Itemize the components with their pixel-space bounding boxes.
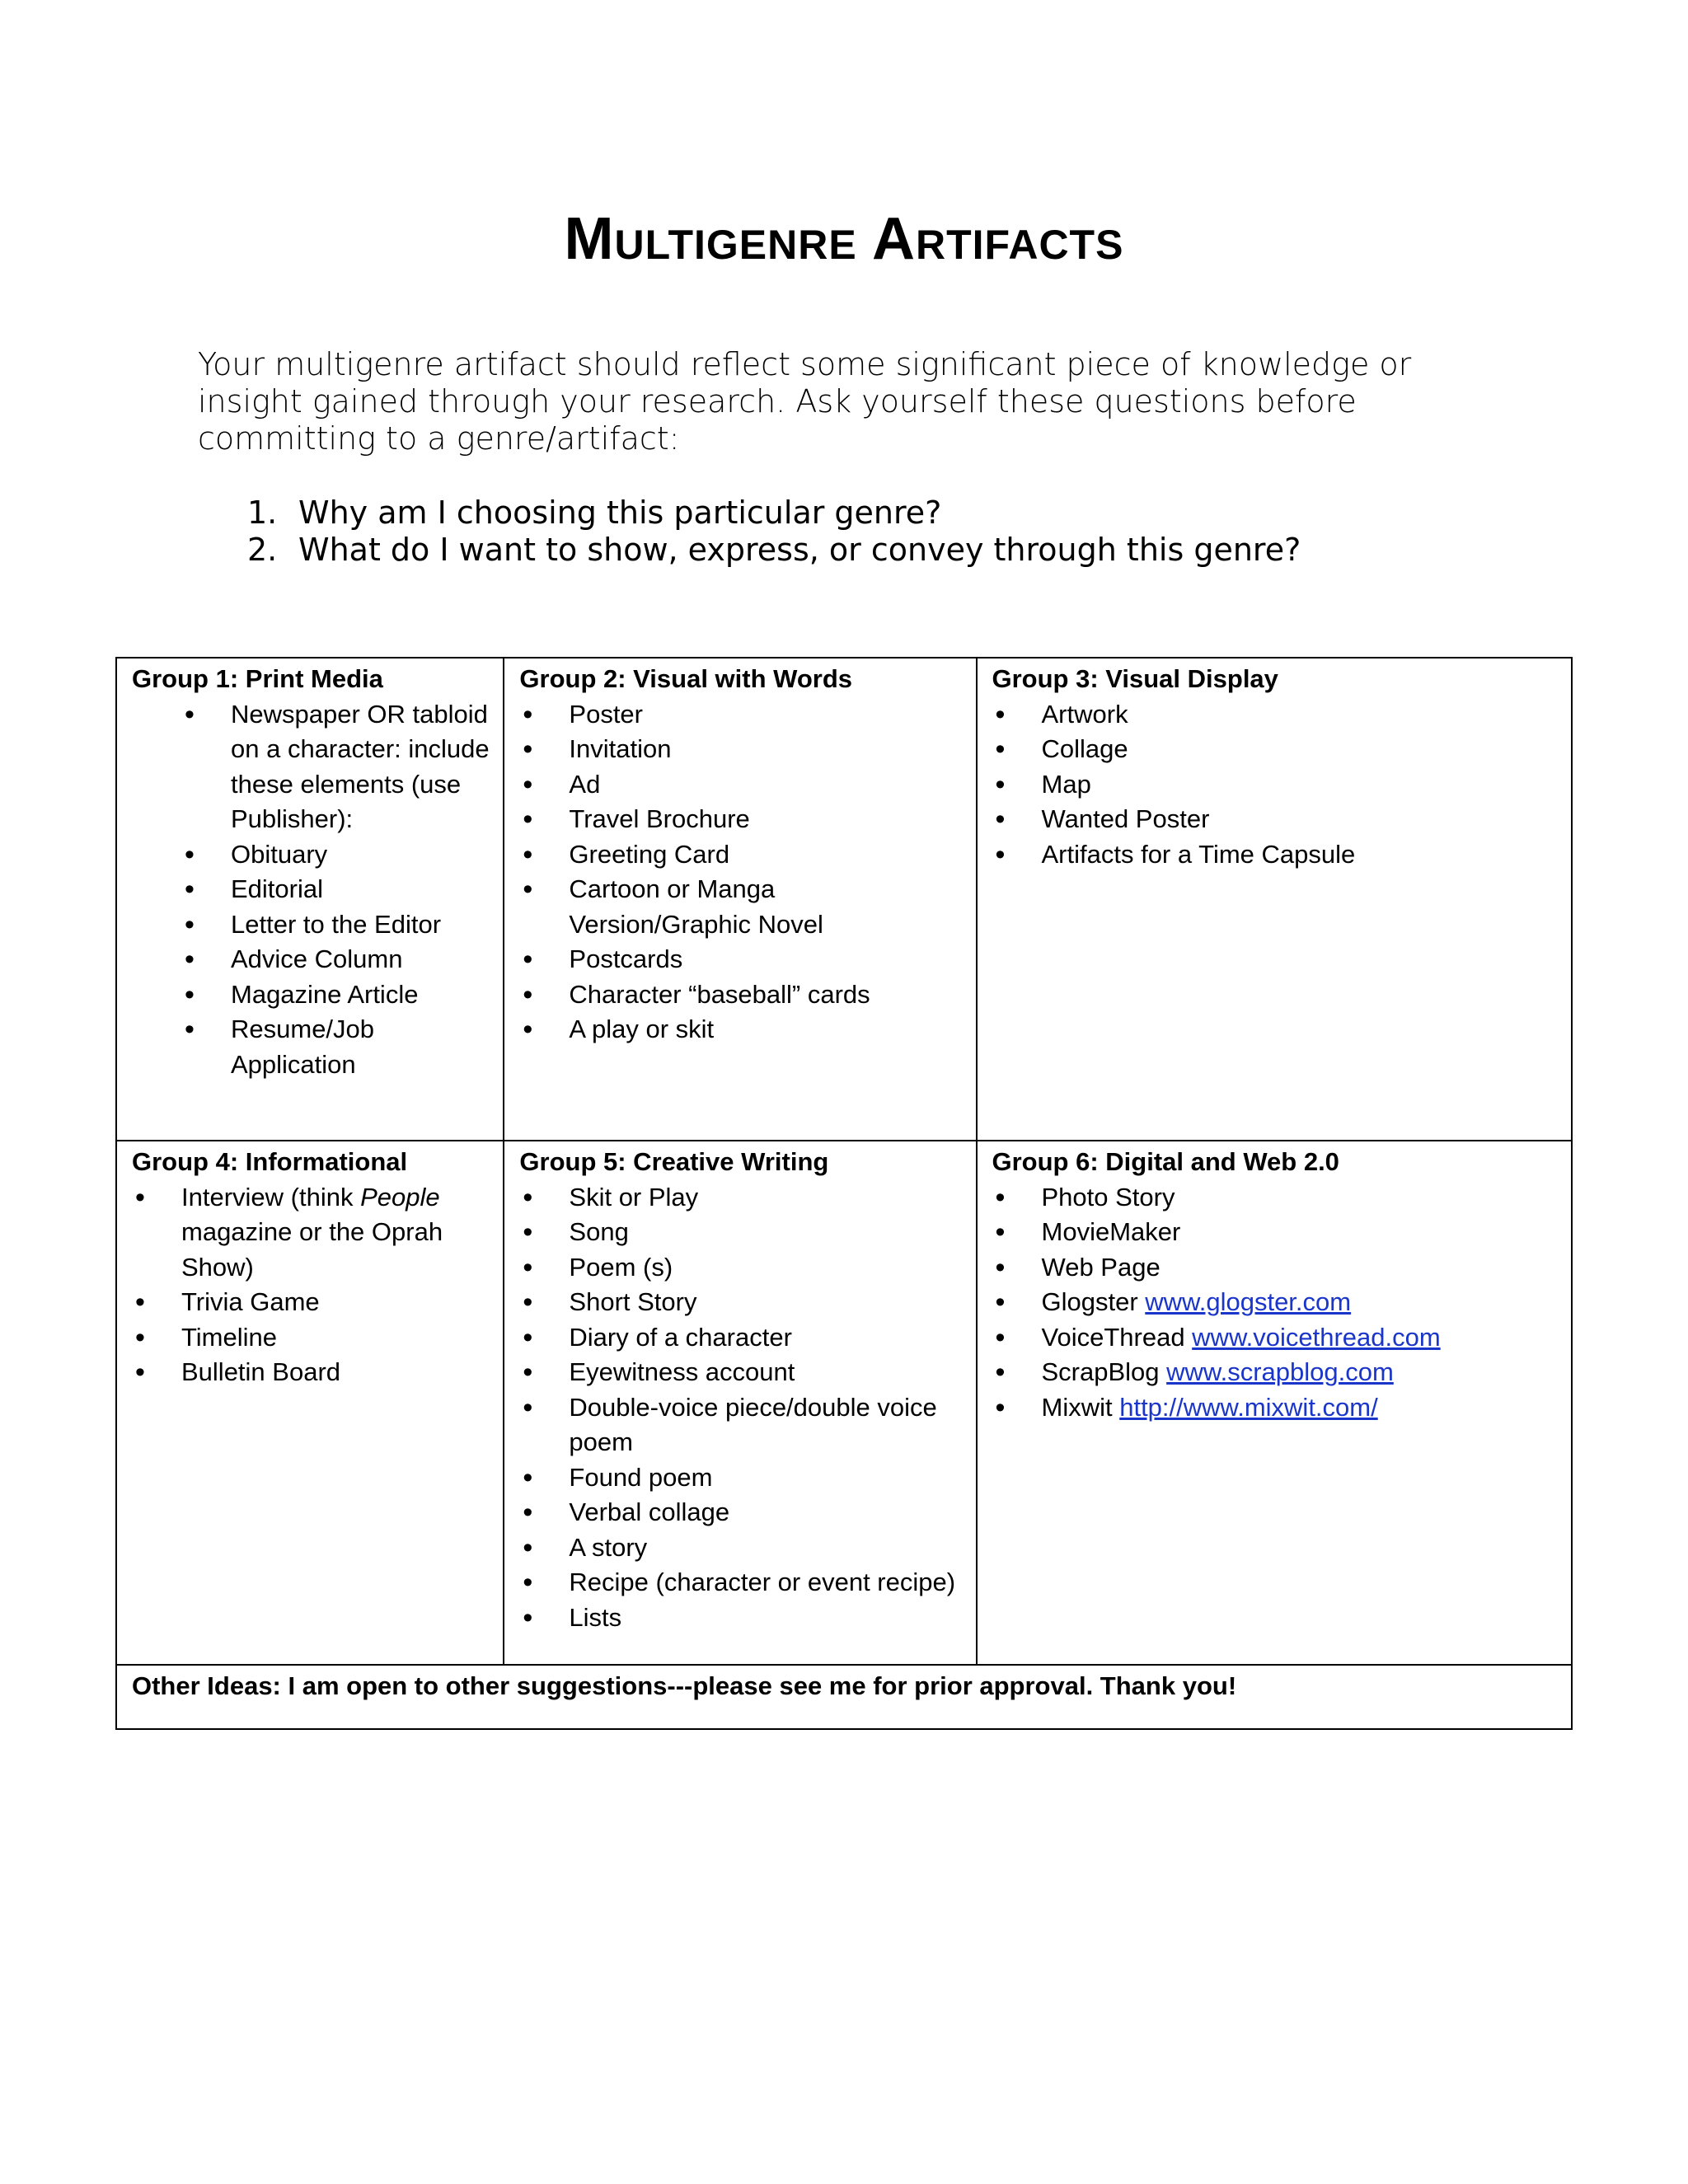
list-item: • Postcards: [519, 942, 962, 977]
list-item: [992, 1320, 1559, 1356]
list-item: • Timeline: [132, 1320, 490, 1356]
intro-paragraph: Your multigenre artifact should reflect some significant piece of knowledge or insight gained through your research. Ask yourself these questions before committing to a genre/artifact:: [198, 346, 1412, 457]
group-3-title: Group 3: Visual Display: [992, 664, 1278, 693]
list-item: • A play or skit: [519, 1012, 962, 1047]
list-item: [992, 1390, 1559, 1426]
list-item: • Obituary: [132, 837, 490, 873]
group-5-list: [519, 1180, 962, 1636]
page-title: Multigenre Artifacts: [564, 206, 1124, 272]
list-item: • Cartoon or Manga Version/Graphic Novel: [519, 872, 962, 942]
list-item: • Map: [992, 767, 1559, 803]
group-6-title: Group 6: Digital and Web 2.0: [992, 1147, 1339, 1176]
list-item: • Travel Brochure: [519, 802, 962, 837]
item-label: Web Page: [1041, 1252, 1160, 1282]
scrapblog-link[interactable]: www.scrapblog.com: [1166, 1357, 1394, 1386]
list-item: • Artifacts for a Time Capsule: [992, 837, 1559, 873]
group-2-list: [519, 697, 962, 1047]
list-item: • Wanted Poster: [992, 802, 1559, 837]
voicethread-link[interactable]: www.voicethread.com: [1192, 1322, 1441, 1352]
item-label: VoiceThread: [1041, 1322, 1193, 1352]
list-item: [992, 1180, 1559, 1216]
list-item: • Greeting Card: [519, 837, 962, 873]
question-text: What do I want to show, express, or convey through this genre?: [298, 532, 1301, 568]
list-item: • Ad: [519, 767, 962, 803]
list-item: • Magazine Article: [132, 977, 490, 1013]
list-item: • Invitation: [519, 732, 962, 767]
list-item: • Found poem: [519, 1460, 962, 1496]
list-item: • Artwork: [992, 697, 1559, 733]
group-4-title: Group 4: Informational: [132, 1147, 408, 1176]
list-item: • Character “baseball” cards: [519, 977, 962, 1013]
question-list: [247, 494, 1484, 569]
list-item: • Collage: [992, 732, 1559, 767]
list-item: [992, 1355, 1559, 1390]
list-item: • Advice Column: [132, 942, 490, 977]
list-item: • Eyewitness account: [519, 1355, 962, 1390]
item-label: Mixwit: [1041, 1392, 1120, 1422]
list-item: • Poem (s): [519, 1250, 962, 1286]
list-item: • Resume/Job Application: [132, 1012, 490, 1082]
glogster-link[interactable]: www.glogster.com: [1145, 1287, 1352, 1316]
group-3-list: [992, 697, 1559, 873]
group-3-cell: [977, 658, 1573, 1141]
group-4-cell: [116, 1141, 504, 1665]
list-item: • Skit or Play: [519, 1180, 962, 1216]
group-5-title: Group 5: Creative Writing: [519, 1147, 829, 1176]
list-item: • Song: [519, 1215, 962, 1250]
item-label: Glogster: [1041, 1287, 1146, 1316]
mixwit-link[interactable]: http://www.mixwit.com/: [1119, 1392, 1378, 1422]
group-2-cell: [504, 658, 976, 1141]
question-number: 1.: [247, 494, 278, 531]
question-item: [247, 532, 1484, 569]
list-item: [132, 1180, 490, 1286]
list-item: • Newspaper OR tabloid on a character: include these elements (use Publisher):: [132, 697, 490, 837]
group-1-cell: [116, 658, 504, 1141]
other-ideas-cell: Other Ideas: I am open to other suggestions---please see me for prior approval. Thank you!: [116, 1665, 1572, 1729]
list-item: • Editorial: [132, 872, 490, 907]
interview-text-italic: People: [360, 1182, 440, 1212]
question-item: [247, 494, 1484, 532]
item-label: Photo Story: [1041, 1182, 1175, 1212]
group-4-list: [132, 1180, 490, 1390]
group-1-list: [132, 697, 490, 1083]
list-item: • Letter to the Editor: [132, 907, 490, 943]
genre-groups-table: [115, 657, 1573, 1730]
item-label: MovieMaker: [1041, 1217, 1181, 1246]
question-number: 2.: [247, 532, 278, 568]
list-item: • Trivia Game: [132, 1285, 490, 1320]
list-item: • Double-voice piece/double voice poem: [519, 1390, 962, 1460]
interview-text-start: Interview (think: [181, 1182, 361, 1212]
item-label: ScrapBlog: [1041, 1357, 1167, 1386]
interview-text-end: magazine or the Oprah Show): [181, 1217, 443, 1282]
group-2-title: Group 2: Visual with Words: [519, 664, 853, 693]
list-item: • Short Story: [519, 1285, 962, 1320]
list-item: • A story: [519, 1530, 962, 1566]
list-item: • Recipe (character or event recipe): [519, 1565, 962, 1601]
list-item: [992, 1250, 1559, 1286]
list-item: • Lists: [519, 1601, 962, 1636]
list-item: • Verbal collage: [519, 1495, 962, 1530]
list-item: • Bulletin Board: [132, 1355, 490, 1390]
group-6-cell: [977, 1141, 1573, 1665]
group-1-title: Group 1: Print Media: [132, 664, 383, 693]
list-item: [992, 1215, 1559, 1250]
group-5-cell: [504, 1141, 976, 1665]
group-6-list: [992, 1180, 1559, 1426]
list-item: • Poster: [519, 697, 962, 733]
list-item: [992, 1285, 1559, 1320]
question-text: Why am I choosing this particular genre?: [298, 494, 942, 531]
list-item: • Diary of a character: [519, 1320, 962, 1356]
